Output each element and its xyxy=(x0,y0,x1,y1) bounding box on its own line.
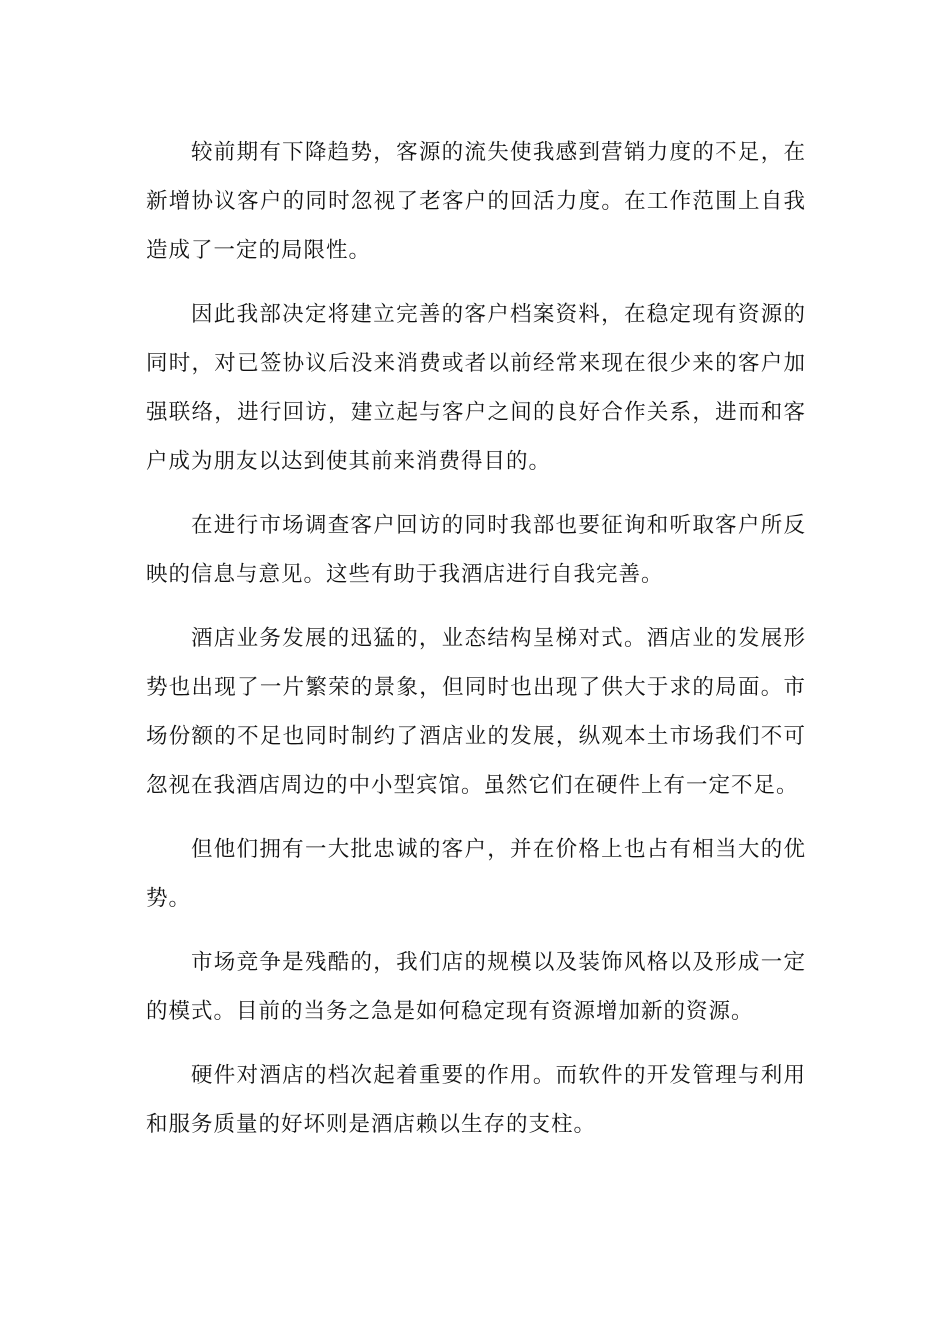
paragraph-7: 硬件对酒店的档次起着重要的作用。而软件的开发管理与利用和服务质量的好坏则是酒店赖以生存的支柱。 xyxy=(146,1063,806,1137)
document-body xyxy=(146,128,806,1164)
paragraph-1: 较前期有下降趋势，客源的流失使我感到营销力度的不足，在新增协议客户的同时忽视了老客户的回活力度。在工作范围上自我造成了一定的局限性。 xyxy=(146,140,806,263)
paragraph-5: 但他们拥有一大批忠诚的客户，并在价格上也占有相当大的优势。 xyxy=(146,837,806,911)
paragraph-6: 市场竞争是残酷的，我们店的规模以及装饰风格以及形成一定的模式。目前的当务之急是如何稳定现有资源增加新的资源。 xyxy=(146,950,806,1024)
paragraph-2: 因此我部决定将建立完善的客户档案资料，在稳定现有资源的同时，对已签协议后没来消费或者以前经常来现在很少来的客户加强联络，进行回访，建立起与客户之间的良好合作关系，进而和客户成为朋友以达到使其前来消费得目的。 xyxy=(146,302,806,474)
paragraph-4: 酒店业务发展的迅猛的，业态结构呈梯对式。酒店业的发展形势也出现了一片繁荣的景象，但同时也出现了供大于求的局面。市场份额的不足也同时制约了酒店业的发展，纵观本土市场我们不可忽视在我酒店周边的中小型宾馆。虽然它们在硬件上有一定不足。 xyxy=(146,626,806,798)
paragraph-3: 在进行市场调查客户回访的同时我部也要征询和听取客户所反映的信息与意见。这些有助于我酒店进行自我完善。 xyxy=(146,513,806,587)
